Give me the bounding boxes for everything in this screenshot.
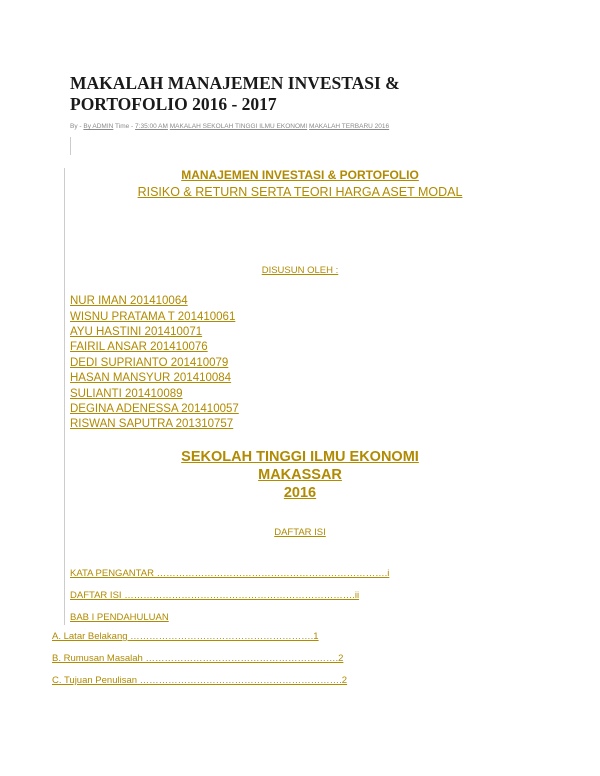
author-item: WISNU PRATAMA T 201410061 <box>70 311 236 323</box>
toc-entry[interactable]: DAFTAR ISI ……………………………………………………………….ii <box>70 590 360 601</box>
author-item: NUR IMAN 201410064 <box>70 295 188 307</box>
post-meta <box>70 123 389 130</box>
school-name-line-2: MAKASSAR <box>258 467 342 483</box>
author-item: AYU HASTINI 201410071 <box>70 326 203 338</box>
post-title-line-2: PORTOFOLIO 2016 - 2017 <box>70 94 277 114</box>
quote-divider-left <box>64 168 65 625</box>
author-item: HASAN MANSYUR 201410084 <box>70 372 232 384</box>
doc-heading-1: MANAJEMEN INVESTASI & PORTOFOLIO <box>181 168 419 182</box>
toc-entry[interactable]: A. Latar Belakang ………………………………………………….1 <box>52 631 319 642</box>
toc-title: DAFTAR ISI <box>274 527 326 538</box>
prepared-by-label: DISUSUN OLEH : <box>261 265 339 276</box>
author-item: FAIRIL ANSAR 201410076 <box>70 341 208 353</box>
time-link[interactable]: 7:35:00 AM <box>135 123 168 130</box>
author-item: DEDI SUPRIANTO 201410079 <box>70 357 229 369</box>
toc-entry[interactable]: B. Rumusan Masalah …………………………………………………….2 <box>52 653 344 664</box>
doc-heading-2: RISIKO & RETURN SERTA TEORI HARGA ASET MODAL <box>137 185 463 199</box>
toc-entry[interactable]: C. Tujuan Penulisan ……………………………………………………….2 <box>52 675 348 686</box>
author-item: SULIANTI 201410089 <box>70 388 183 400</box>
author-item: RISWAN SAPUTRA 201310757 <box>70 418 234 430</box>
author-item: DEGINA ADENESSA 201410057 <box>70 403 239 415</box>
author-link[interactable]: By ADMIN <box>83 123 114 130</box>
toc-entry[interactable]: BAB I PENDAHULUAN <box>70 612 169 623</box>
school-name-line-1: SEKOLAH TINGGI ILMU EKONOMI <box>181 449 419 465</box>
label-link-1[interactable]: MAKALAH SEKOLAH TINGGI ILMU EKONOMI <box>169 123 308 130</box>
label-link-2[interactable]: MAKALAH TERBARU 2016 <box>309 123 390 130</box>
post-title-line-1: MAKALAH MANAJEMEN INVESTASI & <box>70 73 400 93</box>
document-year: 2016 <box>283 485 317 501</box>
by-prefix: By - <box>70 123 84 130</box>
toc-entry[interactable]: KATA PENGANTAR ……………………………………………………………….i <box>70 568 390 579</box>
time-prefix: Time - <box>113 123 136 130</box>
quote-divider-top <box>70 137 71 155</box>
